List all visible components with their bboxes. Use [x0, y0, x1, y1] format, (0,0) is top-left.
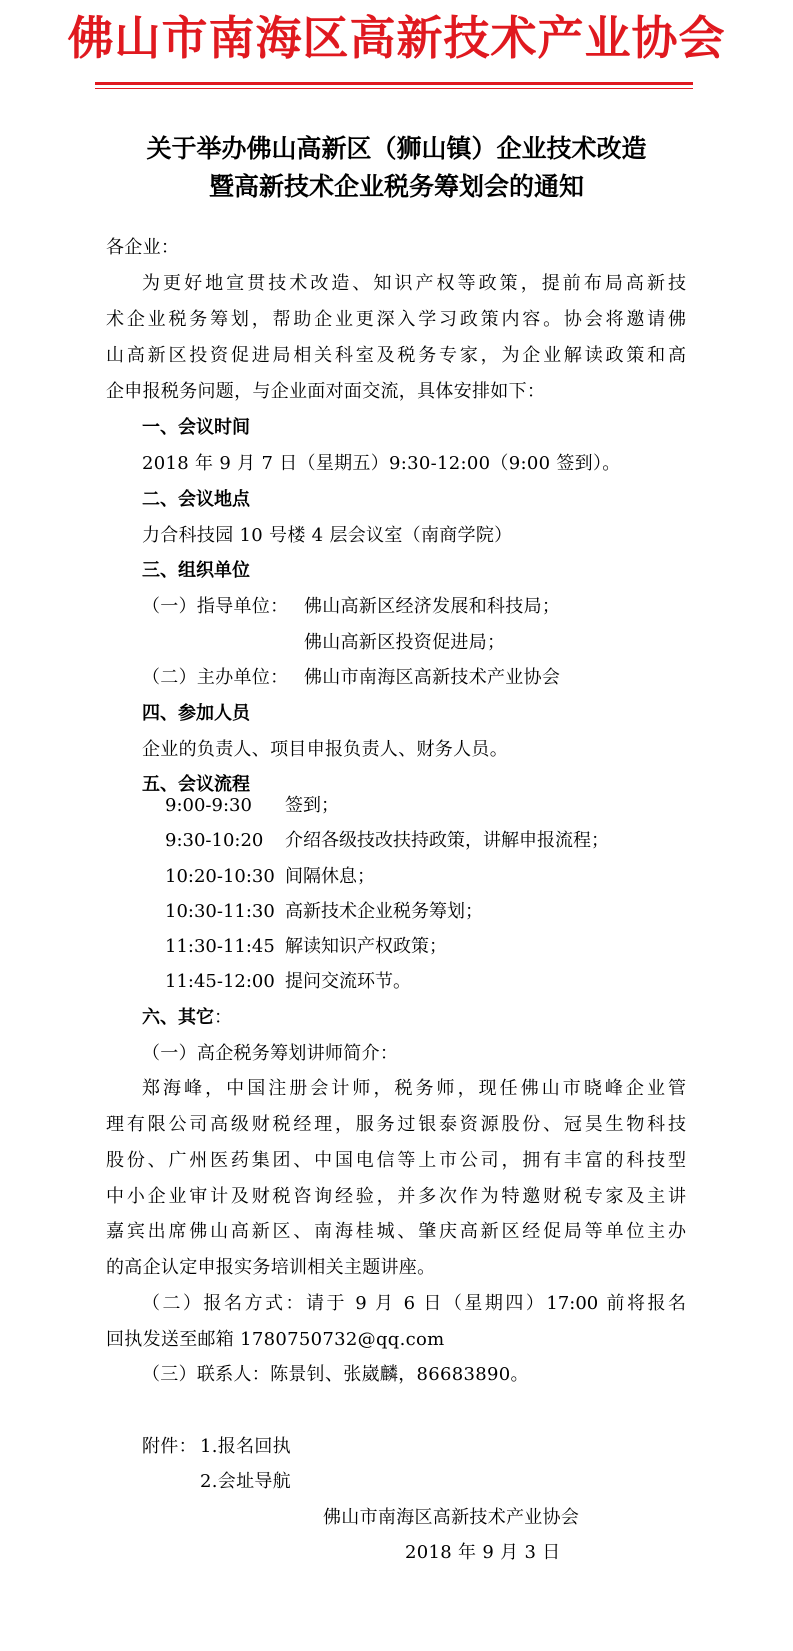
agenda-time: 11:30-11:45 [165, 936, 275, 957]
meeting-time-text: 2018 年 9 月 7 日（星期五）9:30-12:00（9:00 签到）。 [142, 453, 621, 474]
letterhead-red-rule-thin [95, 88, 693, 89]
agenda-time: 9:00-9:30 [165, 795, 252, 816]
section-heading-agenda: 五、会议流程 [142, 774, 250, 795]
agenda-activity: 间隔休息； [285, 866, 375, 887]
contact-person-line: （三）联系人：陈景钊、张崴麟，86683890。 [142, 1364, 529, 1385]
lecturer-bio-line: 理有限公司高级财税经理，服务过银泰资源股份、冠昊生物科技 [106, 1114, 686, 1135]
signature-organization: 佛山市南海区高新技术产业协会 [323, 1507, 580, 1528]
intro-line: 企申报税务问题，与企业面对面交流，具体安排如下： [106, 381, 546, 402]
lecturer-intro-title: （一）高企税务筹划讲师简介： [142, 1043, 399, 1064]
section-heading-organizers: 三、组织单位 [142, 560, 250, 581]
lecturer-bio-line: 郑海峰，中国注册会计师，税务师，现任佛山市晓峰企业管 [142, 1078, 686, 1099]
section-heading-attendees: 四、参加人员 [142, 703, 250, 724]
host-unit: 佛山市南海区高新技术产业协会 [304, 667, 561, 688]
lecturer-bio-line: 嘉宾出席佛山高新区、南海桂城、肇庆高新区经促局等单位主办 [106, 1221, 686, 1242]
attendees-text: 企业的负责人、项目申报负责人、财务人员。 [142, 739, 508, 760]
letterhead-red-rule [95, 82, 693, 85]
agenda-time: 10:20-10:30 [165, 866, 275, 887]
registration-method-line: （二）报名方式：请于 9 月 6 日（星期四）17:00 前将报名 [142, 1293, 686, 1314]
agenda-time: 11:45-12:00 [165, 971, 275, 992]
intro-line: 术企业税务筹划，帮助企业更深入学习政策内容。协会将邀请佛 [106, 309, 686, 330]
signature-date: 2018 年 9 月 3 日 [405, 1542, 561, 1563]
agenda-time: 9:30-10:20 [165, 830, 264, 851]
intro-line: 为更好地宣贯技术改造、知识产权等政策，提前布局高新技 [142, 273, 686, 294]
section-heading-place: 二、会议地点 [142, 489, 250, 510]
meeting-place-text: 力合科技园 10 号楼 4 层会议室（南商学院） [142, 525, 513, 546]
guide-unit-1: 佛山高新区经济发展和科技局； [304, 596, 561, 617]
lecturer-bio-line: 的高企认定申报实务培训相关主题讲座。 [106, 1257, 436, 1278]
agenda-time: 10:30-11:30 [165, 901, 275, 922]
guide-unit-2: 佛山高新区投资促进局； [304, 632, 506, 653]
section-heading-other-text: 六、其它 [142, 1007, 214, 1028]
agenda-activity: 高新技术企业税务筹划； [285, 901, 483, 922]
host-unit-label: （二）主办单位： [142, 667, 289, 688]
attachment-item: 2.会址导航 [200, 1471, 291, 1492]
lecturer-bio-line: 股份、广州医药集团、中国电信等上市公司，拥有丰富的科技型 [106, 1150, 686, 1171]
attachments-label: 附件： [142, 1436, 197, 1457]
lecturer-bio-line: 中小企业审计及财税咨询经验，并多次作为特邀财税专家及主讲 [106, 1186, 686, 1207]
agenda-activity: 提问交流环节。 [285, 971, 411, 992]
intro-line: 山高新区投资促进局相关科室及税务专家，为企业解读政策和高 [106, 345, 686, 366]
salutation: 各企业： [106, 237, 180, 258]
document-title-line-1: 关于举办佛山高新区（狮山镇）企业技术改造 [146, 134, 647, 163]
agenda-activity: 解读知识产权政策； [285, 936, 447, 957]
registration-email-line: 回执发送至邮箱 1780750732@qq.com [106, 1329, 445, 1350]
section-heading-other-colon: ： [214, 1007, 232, 1028]
section-heading-time: 一、会议时间 [142, 417, 250, 438]
document-title-line-2: 暨高新技术企业税务筹划会的通知 [208, 172, 584, 201]
section-heading-other [142, 1005, 232, 1031]
letterhead-organization-name: 佛山市南海区高新技术产业协会 [67, 11, 726, 65]
attachment-item: 1.报名回执 [200, 1436, 291, 1457]
agenda-activity: 介绍各级技改扶持政策，讲解申报流程； [285, 830, 609, 851]
guide-unit-label: （一）指导单位： [142, 596, 289, 617]
agenda-activity: 签到； [285, 795, 339, 816]
